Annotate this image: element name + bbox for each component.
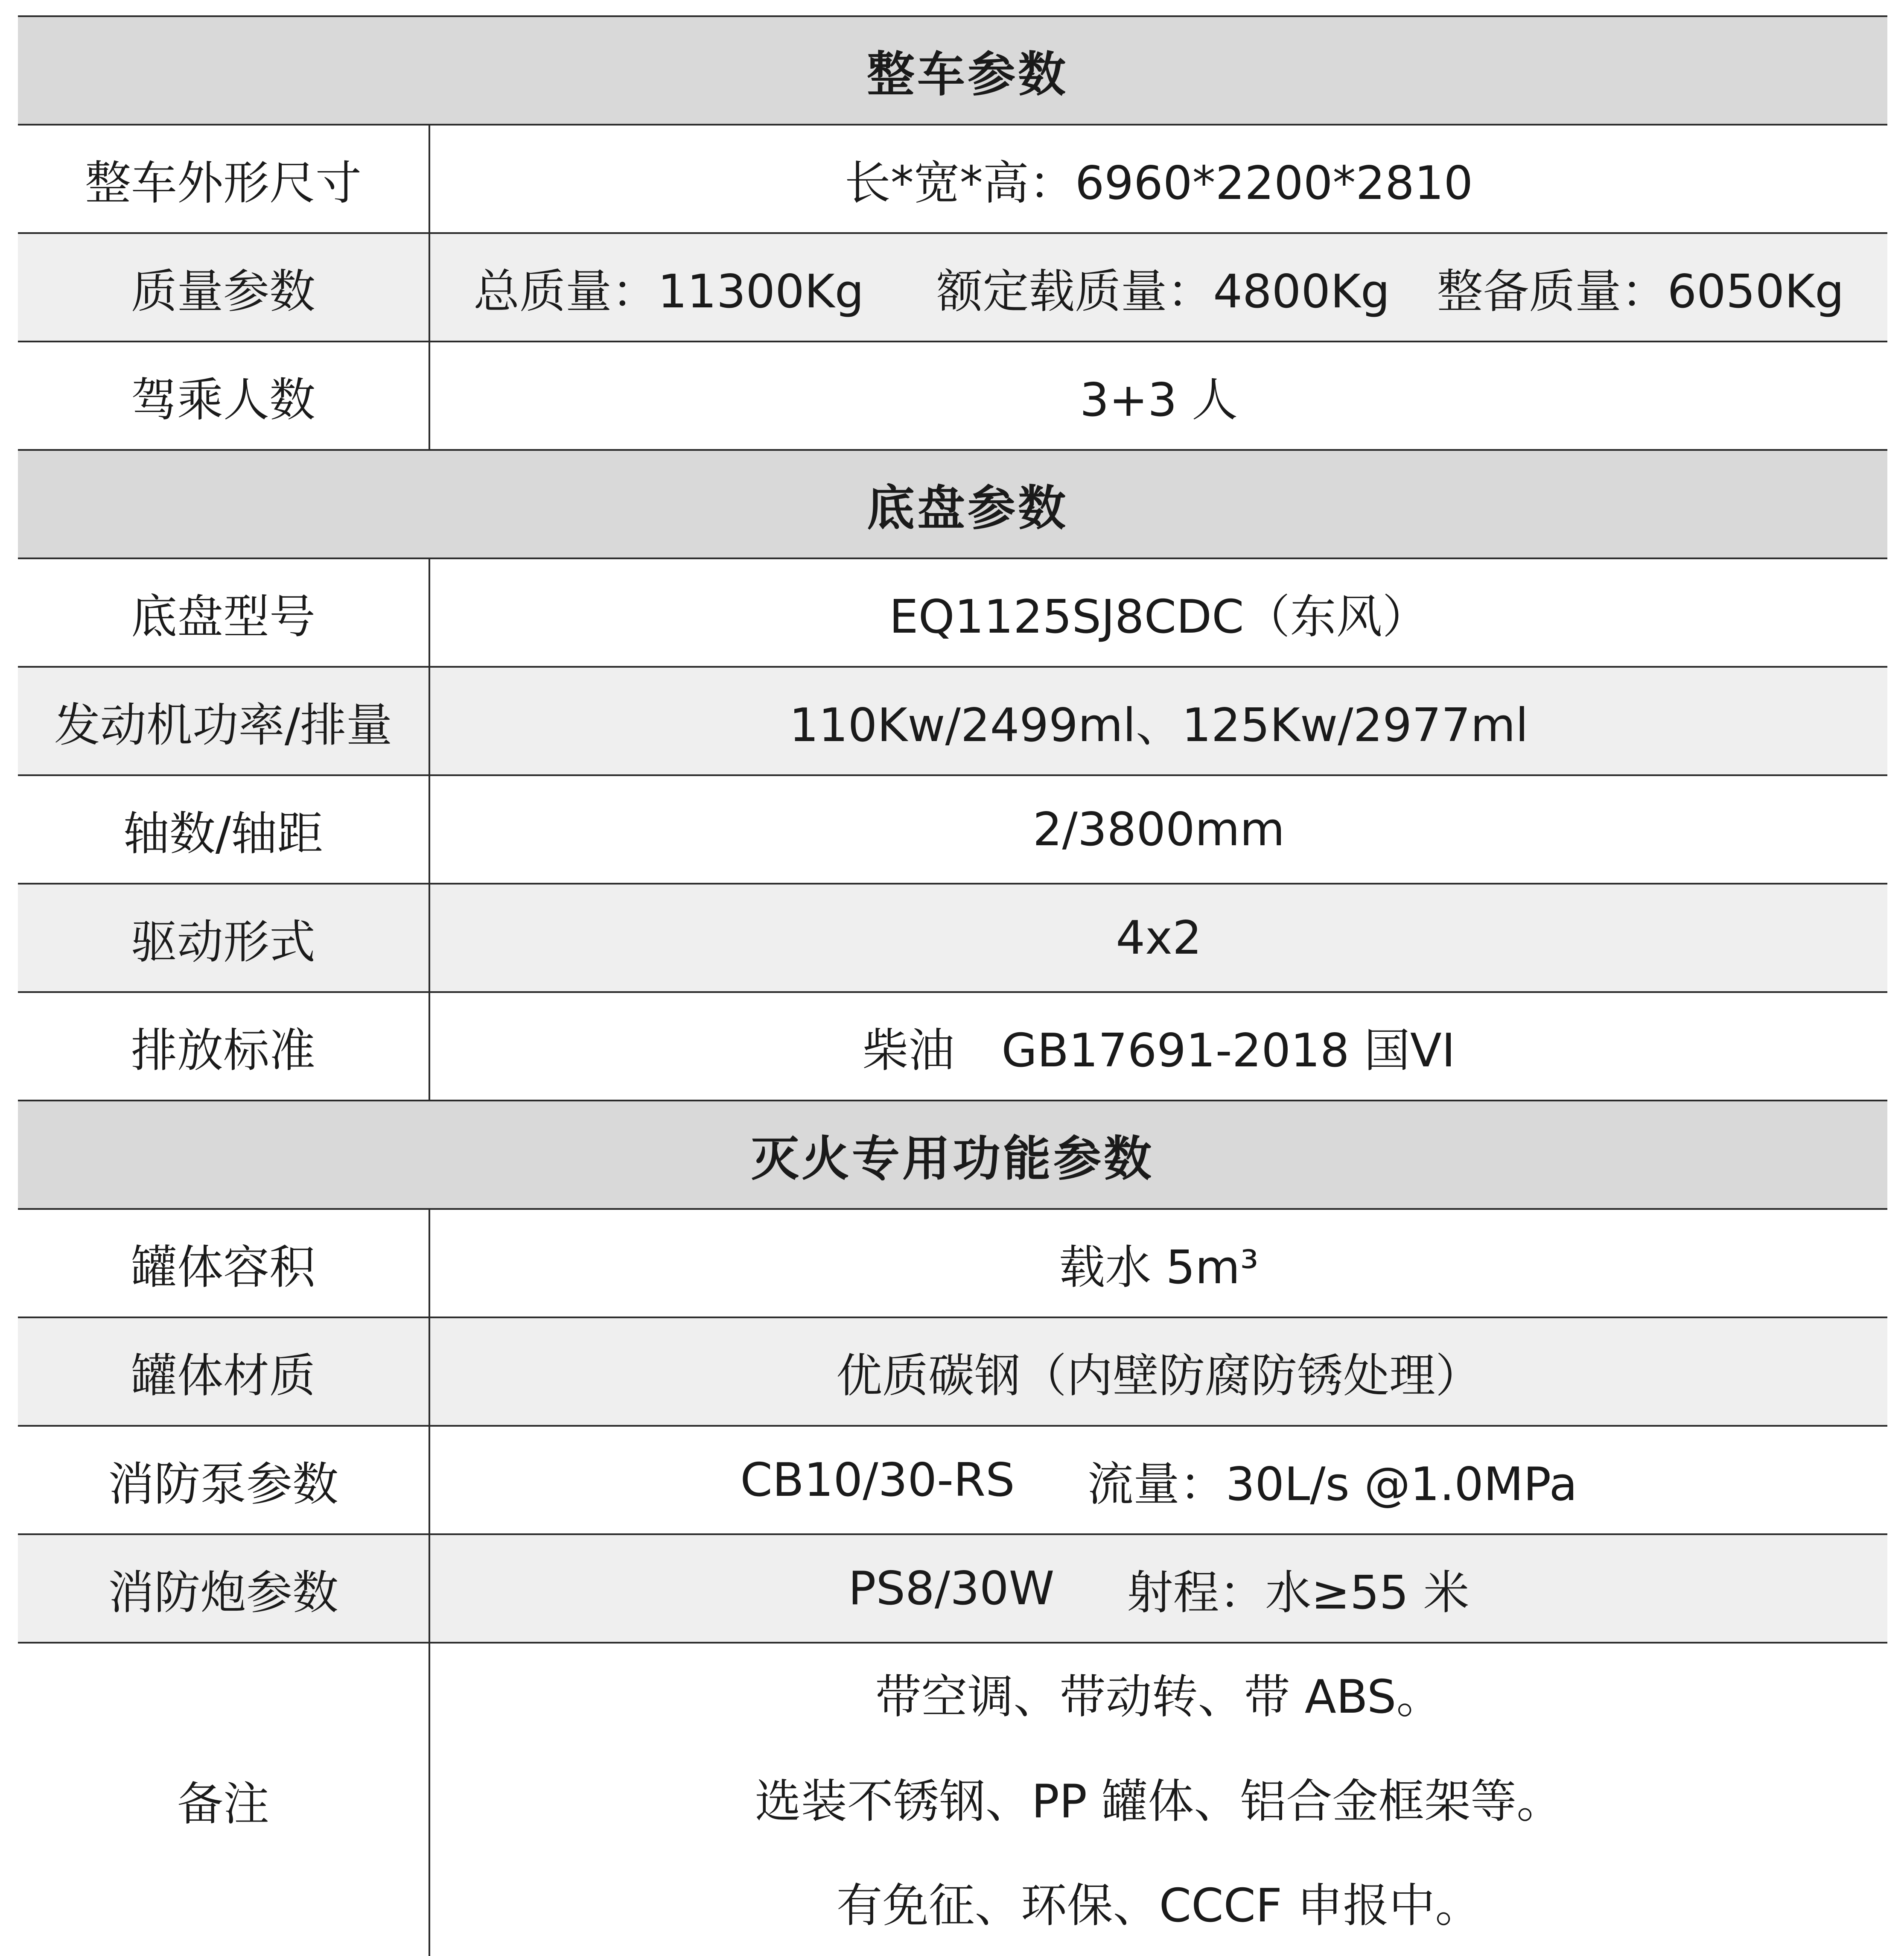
row-value: [430, 1535, 1887, 1642]
row-label: 底盘型号: [18, 559, 430, 666]
curb-mass: 整备质量：6050Kg: [1437, 265, 1844, 318]
row-label: 整车外形尺寸: [18, 126, 430, 232]
row-value: 4x2: [1116, 911, 1202, 965]
row-value: 载水 5m³: [1059, 1241, 1259, 1294]
row-label: 消防泵参数: [18, 1427, 430, 1533]
section-header-fire: [18, 1101, 1887, 1210]
table-row-drive: [18, 885, 1887, 993]
remark-line: 有免征、环保、CCCF 申报中。: [836, 1879, 1481, 1933]
row-label: 质量参数: [18, 234, 430, 341]
fuel-type: 柴油: [862, 1024, 955, 1077]
table-row-remarks: [18, 1644, 1887, 1956]
remark-line: 选装不锈钢、PP 罐体、铝合金框架等。: [755, 1775, 1563, 1828]
table-row-emission: [18, 993, 1887, 1101]
table-row-engine: [18, 668, 1887, 776]
pump-flow: 流量：30L/s @1.0MPa: [1087, 1457, 1577, 1511]
rated-load-mass: 额定载质量：4800Kg: [936, 265, 1390, 318]
row-label: 排放标准: [18, 993, 430, 1100]
pump-model: CB10/30-RS: [740, 1453, 1015, 1507]
table-row-chassis-model: [18, 559, 1887, 668]
row-value: [430, 993, 1887, 1100]
monitor-model: PS8/30W: [848, 1562, 1055, 1615]
total-mass: 总质量：11300Kg: [473, 265, 864, 318]
table-row-axle: [18, 776, 1887, 885]
remark-line: 带空调、带动转、带 ABS。: [875, 1670, 1443, 1724]
section-header-chassis: [18, 451, 1887, 559]
row-value: 3+3 人: [1079, 373, 1238, 427]
section-title: 整车参数: [867, 47, 1068, 102]
row-label: 罐体材质: [18, 1318, 430, 1425]
emission-standard: GB17691-2018 国VI: [1001, 1024, 1455, 1077]
row-label: 发动机功率/排量: [18, 668, 430, 774]
table-row-pump: [18, 1427, 1887, 1535]
table-row-tank-material: [18, 1318, 1887, 1427]
table-row-mass: [18, 234, 1887, 342]
row-value: 110Kw/2499ml、125Kw/2977ml: [789, 698, 1528, 752]
row-value: 2/3800mm: [1032, 803, 1285, 856]
row-label: 罐体容积: [18, 1210, 430, 1317]
row-value: [430, 1427, 1887, 1533]
row-label: 消防炮参数: [18, 1535, 430, 1642]
row-label: 备注: [18, 1644, 430, 1956]
section-title: 底盘参数: [867, 480, 1068, 536]
table-row-dimensions: [18, 126, 1887, 234]
row-label: 驱动形式: [18, 885, 430, 991]
remarks-lines: [430, 1644, 1887, 1956]
row-label: 轴数/轴距: [18, 776, 430, 883]
row-value: [430, 234, 1887, 341]
table-row-monitor: [18, 1535, 1887, 1644]
row-value: 长*宽*高：6960*2200*2810: [844, 156, 1473, 210]
section-header-vehicle: [18, 17, 1887, 126]
table-row-tank-volume: [18, 1210, 1887, 1318]
row-value: 优质碳钢（内壁防腐防锈处理）: [836, 1349, 1481, 1403]
row-value: EQ1125SJ8CDC（东风）: [889, 590, 1429, 644]
spec-table: [18, 15, 1887, 1954]
monitor-range: 射程：水≥55 米: [1127, 1566, 1470, 1620]
row-label: 驾乘人数: [18, 342, 430, 449]
section-title: 灭火专用功能参数: [751, 1131, 1154, 1187]
table-row-crew: [18, 342, 1887, 451]
